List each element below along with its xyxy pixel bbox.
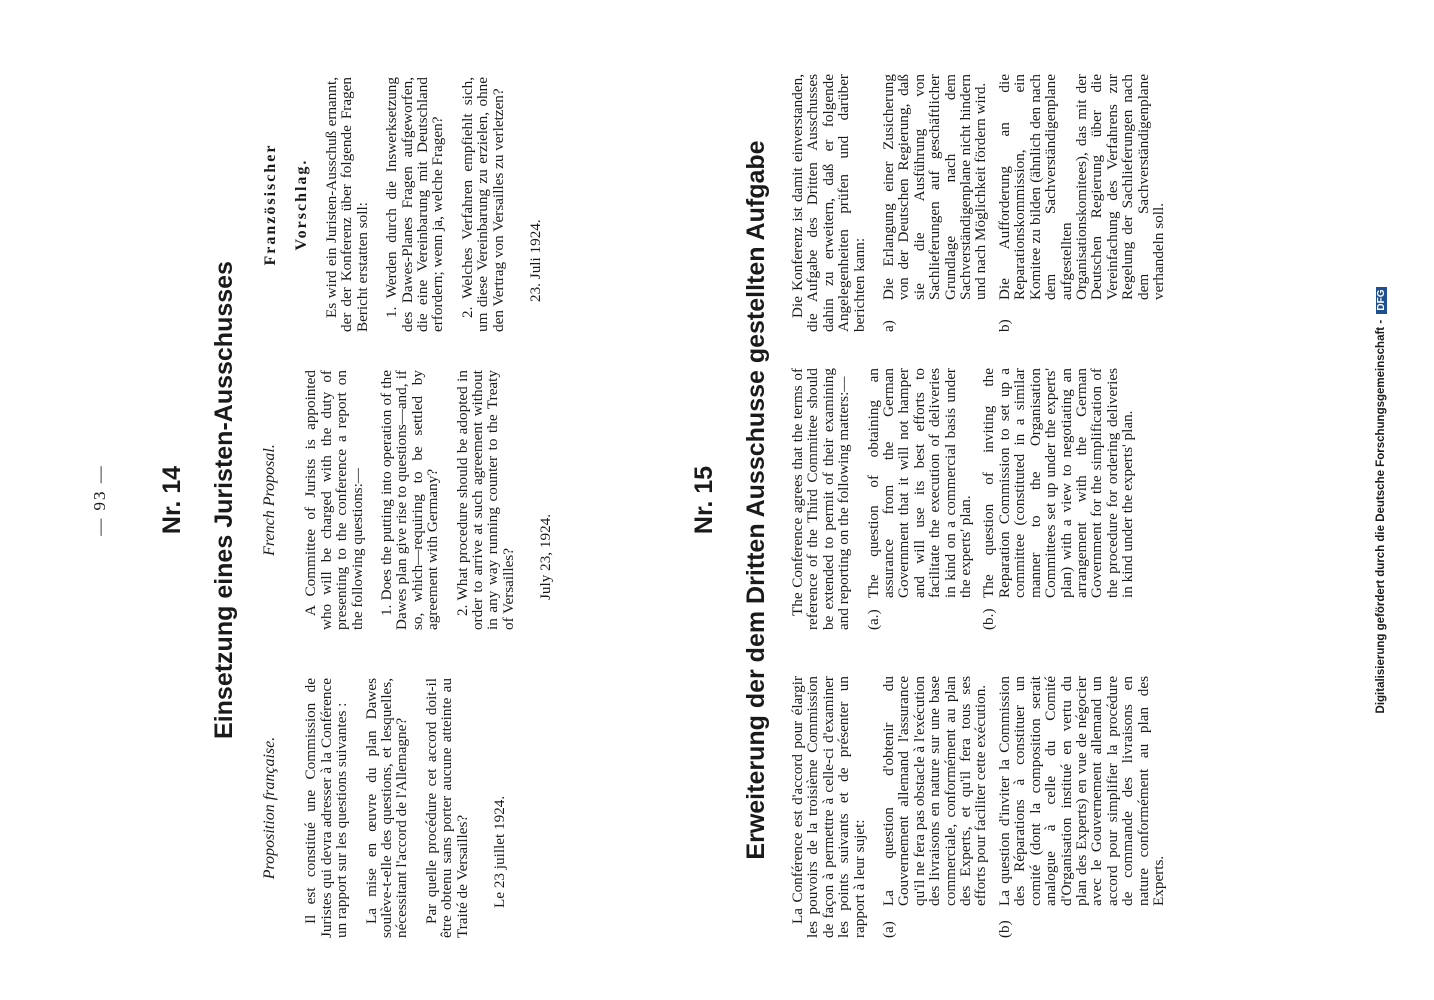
nr15-english-item-a-label: (a.) [864, 609, 882, 630]
document-title-15: Erweiterung der dem Dritten Ausschusse gestellten Aufgabe [742, 140, 770, 860]
document-title-14: Einsetzung eines Juristen-Ausschusses [210, 261, 238, 739]
nr14-german-column [262, 77, 543, 332]
digitization-credit-text: Digitalisierung gefördert durch die Deutsche Forschungsgemeinschaft - [1375, 319, 1387, 714]
nr14-english-heading: French Proposal. [261, 444, 278, 556]
nr15-english-item-b-text: The question of inviting the Reparation Commission to set up a committee (constituted in a similar manner to the Organisation Committees set up under the experts' plan) with a view to negotiating an arrangement with the German Government for the simplification of the procedure for ordering deliveries in kind under the experts' plan. [980, 368, 1137, 598]
nr15-german-item-b-text: Die Aufforderung an die Reparationskommission, ein Komitee zu bilden (ähnlich den nach dem Sachverständigenplane aufgestellten Organisationskomitees), das mit der Deutschen Regierung über die Vereinfachung des Verfahrens zur Regelung der Sachlieferungen nach dem Sachverständigenplane verhandeln soll. [995, 74, 1167, 300]
nr15-german-intro: Die Konferenz ist damit einverstanden, die Aufgabe des Dritten Ausschusses dahin zu erweitern, daß er folgende Angelegenheiten prüfen und darüber berichten kann: [789, 74, 868, 332]
document-number-14: Nr. 14 [158, 465, 186, 535]
nr15-french-item-a-label: (a) [880, 921, 898, 938]
nr14-french-column [262, 678, 507, 938]
nr15-french-item-b [997, 676, 1166, 938]
nr14-german-heading-1: Französischer [262, 143, 279, 266]
nr15-german-item-b-label: b) [995, 319, 1013, 332]
nr15-english-item-b [981, 368, 1135, 630]
nr14-english-para-2: 1. Does the putting into operation of the Dawes plan give rise to questions—and, if so, which—requiring to be settled by agreement with Germany? [378, 370, 442, 630]
nr14-french-para-1: Il est constitué une Commission de Juristes qui devra adresser à la Conférence un rapport sur les questions suivantes : [302, 678, 351, 938]
nr14-german-date: 23. Juli 1924. [527, 219, 545, 302]
nr15-french-column [790, 676, 1174, 938]
nr14-german-para-2: 1. Werden durch die Inswerksetzung des Dawes-Planes Fragen aufgeworfen, die eine Vereinbarung mit Deutschland erfordern; wenn ja, welche Fragen? [383, 77, 447, 332]
nr14-french-para-2: La mise en œuvre du plan Dawes soulève-t-elle des questions, et lesquelles, nécessitant l'accord de l'Allemagne? [362, 678, 411, 938]
nr15-french-item-a-text: La question d'obtenir du Gouvernement allemand l'assurance qu'il ne fera pas obstacle à l'exécution des livraisons en nature sur une base commerciale, conformément au plan des Experts, et qu'il fera tous ses efforts pour faciliter cette exécution. [880, 676, 990, 906]
nr14-english-column [262, 370, 554, 630]
nr15-german-item-a [881, 74, 989, 332]
nr15-german-item-a-text: Die Erlangung einer Zusicherung von der Deutschen Regierung, daß sie die Ausführung von Sachlieferungen auf geschäftlicher Grundlage nach dem Sachverständigenplane nicht hindern und nach Möglichkeit fördern wird. [880, 74, 990, 300]
nr15-english-column [790, 368, 1144, 630]
nr14-english-para-1: A Committee of Jurists is appointed who will be charged with the duty of presenting to the conference a report on the following questions:— [302, 370, 366, 630]
nr15-german-column [790, 74, 1174, 332]
nr15-german-item-a-label: a) [880, 320, 898, 332]
page-number: — 93 — [90, 464, 109, 536]
document-number-15: Nr. 15 [690, 465, 718, 535]
nr14-french-date: Le 23 juillet 1924. [491, 795, 509, 908]
nr15-english-intro: The Conference agrees that the terms of reference of the Third Committee should be extended to permit of their examining and reporting on the following matters:— [789, 368, 853, 630]
nr14-english-date: July 23, 1924. [537, 513, 555, 600]
nr15-english-item-b-label: (b.) [980, 608, 998, 630]
nr15-french-intro: La Conférence est d'accord pour élargir les pouvoirs de la troisième Commission de façon à permettre à celle-ci d'examiner les points suivants et de présenter un rapport à leur sujet: [789, 676, 868, 938]
nr14-german-heading-2: Vorschlag. [293, 158, 310, 251]
dfg-logo: DFG [1376, 287, 1387, 314]
nr15-french-item-b-text: La question d'inviter la Commission des Réparations à constituer un comité (dont la composition serait analogue à celle du Comité d'Organisation institué en vertu du plan des Experts) en vue de négocier avec le Gouvernement allemand un accord pour simplifier la procédure de commande des livraisons en nature conformément au plan des Experts. [995, 676, 1167, 906]
nr14-french-heading: Proposition française. [261, 736, 278, 880]
nr15-english-item-a [866, 368, 974, 630]
nr15-french-item-a [881, 676, 989, 938]
nr15-french-item-b-label: (b) [995, 920, 1013, 938]
nr14-french-para-3: Par quelle procédure cet accord doit-il être obtenu sans porter aucune atteinte au Traité de Versailles? [422, 678, 471, 938]
nr15-german-item-b [997, 74, 1166, 332]
nr15-english-item-a-text: The question of obtaining an assurance from the German Government that it will not hamper and will use its best efforts to facilitate the execution of deliveries in kind on a commercial basis under the experts' plan. [864, 368, 975, 598]
nr14-german-para-1: Es wird ein Juristen-Ausschuß ernannt, der der Konferenz über folgende Fragen Bericht erstatten soll: [323, 77, 371, 332]
nr14-german-para-3: 2. Welches Verfahren empfiehlt sich, um diese Vereinbarung zu erzielen, ohne den Vertrag von Versailles zu verletzen? [458, 77, 507, 332]
nr14-english-para-3: 2. What procedure should be adopted in order to arrive at such agreement without in any way running counter to the Treaty of Versailles? [453, 370, 517, 630]
digitization-credit [1375, 0, 1387, 1000]
